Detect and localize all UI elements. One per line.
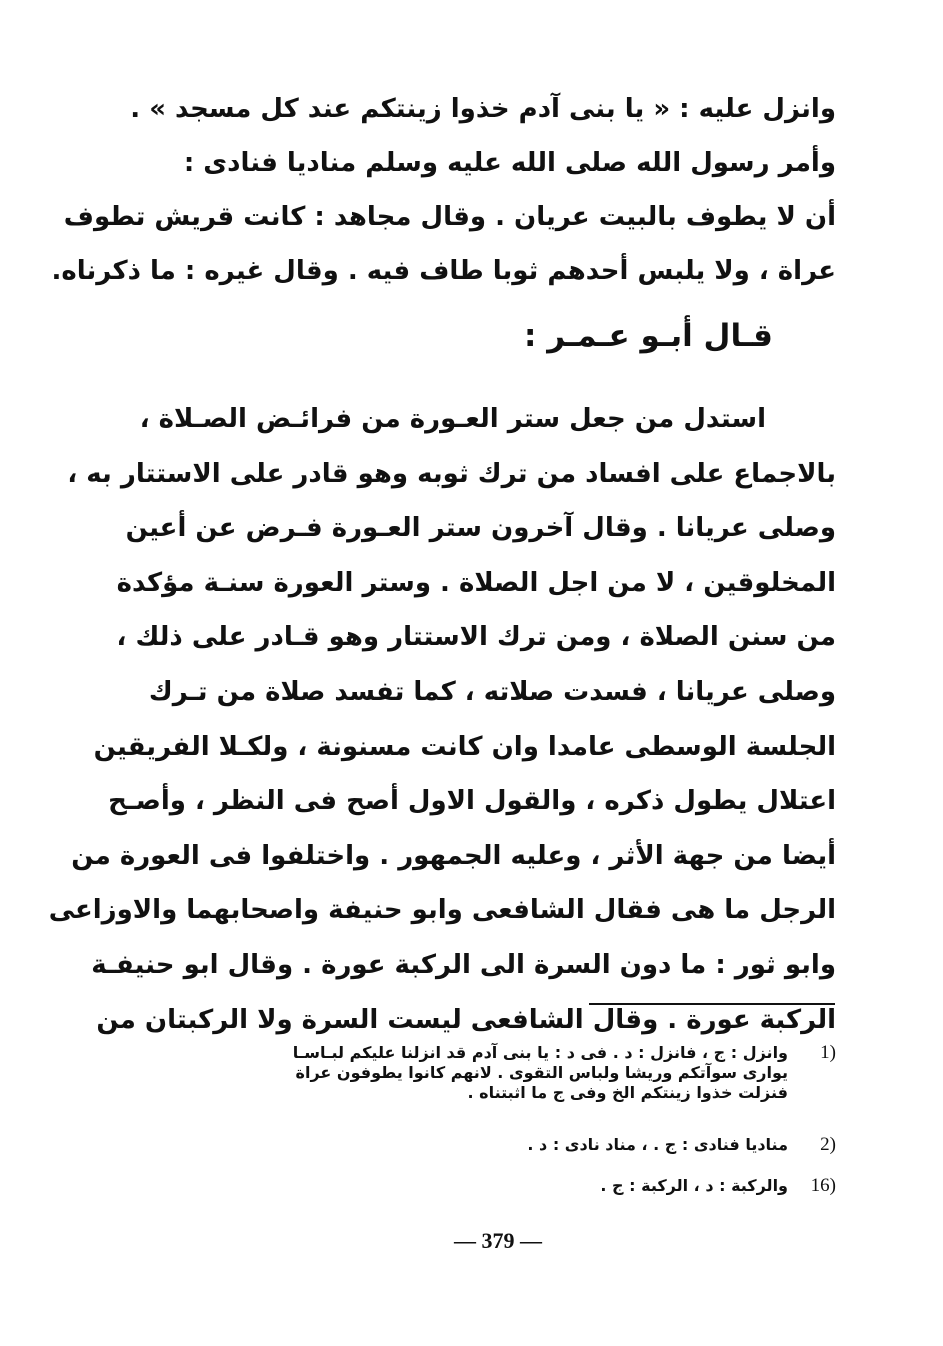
body-line: الركبة عورة . وقال الشافعى ليست السرة ولا الركبتان من — [96, 1004, 836, 1035]
footnote-line: يوارى سوآتكم وريشا ولباس التقوى . لانهم كانوا يطوفون عراة — [295, 1063, 788, 1082]
footnote-number: 16) — [810, 1175, 836, 1196]
page-number: — 379 — — [454, 1228, 542, 1253]
body-paragraph — [48, 392, 836, 1047]
footnote — [160, 1176, 836, 1196]
body-line: أيضا من جهة الأثر ، وعليه الجمهور . واختلفوا فى العورة من — [71, 840, 836, 871]
footnote-text — [160, 1043, 788, 1103]
body-line: استدل من جعل ستر العـورة من فرائـض الصـلاة ، — [139, 404, 766, 434]
body-line: المخلوقين ، لا من اجل الصلاة . وستر العورة سنـة مؤكدة — [116, 567, 836, 598]
body-line: وصلى عريانا . وقال آخرون ستر العـورة فـرض عن أعين — [125, 513, 836, 544]
body-line: من سنن الصلاة ، ومن ترك الاستتار وهو قـادر على ذلك ، — [116, 622, 836, 653]
footnote-line: فنزلت خذوا زينتكم الخ وفى ج ما اثبتناه . — [467, 1083, 788, 1102]
footnote-separator — [589, 1003, 835, 1005]
body-line: وصلى عريانا ، فسدت صلاته ، كما تفسد صلاة من تـرك — [148, 676, 836, 707]
footnote-line: والركبة : د ، الركبة : ج . — [600, 1176, 788, 1195]
intro-line: وأمر رسول الله صلى الله عليه وسلم مناديا فنادى : — [183, 148, 836, 178]
body-line: اعتلال يطول ذكره ، والقول الاول أصح فى النظر ، وأصـح — [108, 786, 836, 817]
body-line: بالاجماع على افساد من ترك ثوبه وهو قادر على الاستتار به ، — [67, 458, 836, 489]
footnote-line: وانزل : ج ، فانزل : د . فى د : يا بنى آدم قد انزلنا عليكم لبـاسـا — [292, 1043, 788, 1062]
footnote-text — [160, 1176, 788, 1196]
body-line: وابو ثور : ما دون السرة الى الركبة عورة . وقال ابو حنيفـة — [91, 949, 836, 980]
intro-line: أن لا يطوف بالبيت عريان . وقال مجاهد : كانت قريش تطوف — [63, 202, 836, 232]
body-line: الرجل ما هى فقال الشافعى وابو حنيفة واصحابهما والاوزاعى — [48, 895, 836, 926]
footnote-text — [160, 1135, 788, 1155]
intro-paragraph — [51, 82, 836, 298]
footnote — [160, 1043, 836, 1103]
footnote-line: مناديا فنادى : ج . ، مناد نادى : د . — [527, 1135, 788, 1154]
footnote-number: 1) — [820, 1042, 836, 1063]
footnote — [160, 1135, 836, 1155]
intro-line: وانزل عليه : « يا بنى آدم خذوا زينتكم عند كل مسجد » . — [130, 94, 836, 124]
section-heading: قـال أبـو عـمـر : — [524, 318, 773, 354]
body-line: الجلسة الوسطى عامدا وان كانت مسنونة ، ولكـلا الفريقين — [93, 731, 836, 762]
footnote-number: 2) — [820, 1134, 836, 1155]
intro-line: عراة ، ولا يلبس أحدهم ثوبا طاف فيه . وقال غيره : ما ذكرناه. — [51, 256, 836, 286]
